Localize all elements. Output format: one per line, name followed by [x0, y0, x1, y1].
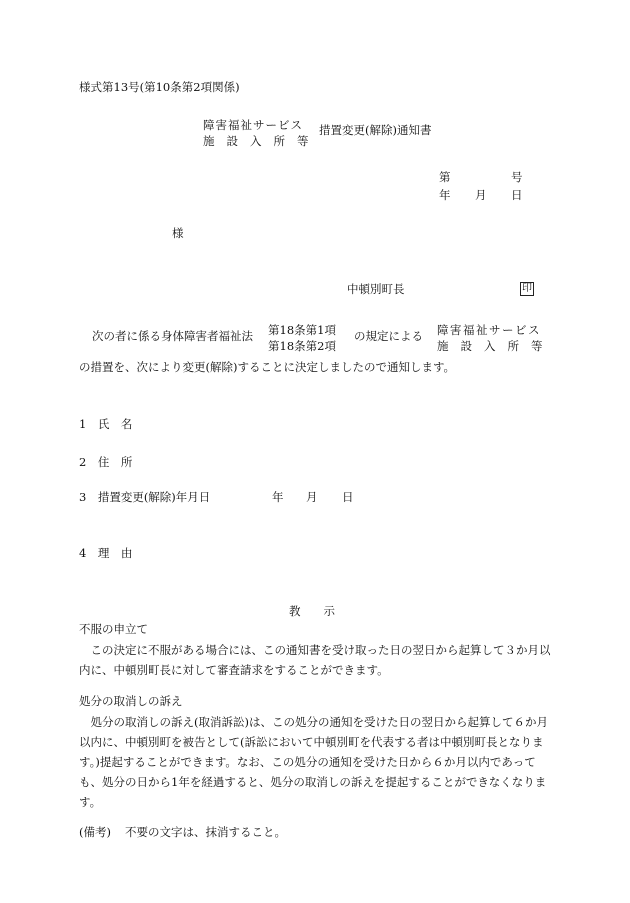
note-label: (備考)	[79, 825, 111, 839]
document-title: 措置変更(解除)通知書	[319, 123, 432, 137]
body-articles	[268, 322, 336, 354]
doc-number-go: 号	[511, 170, 523, 184]
addressee-suffix: 様	[172, 226, 184, 240]
instruction-heading: 教 示	[289, 604, 335, 618]
body-article-2: 第18条第2項	[268, 339, 336, 353]
item-date-hi: 日	[342, 490, 354, 504]
date-hi: 日	[511, 188, 523, 202]
objection-title: 不服の申立て	[79, 622, 148, 636]
title-facility-text1: 障害福祉サービス	[203, 118, 303, 132]
title-facility-line1	[203, 117, 303, 133]
item-date-nen: 年	[272, 490, 284, 504]
body-facility-stack	[437, 322, 555, 354]
item-address-label: 2 住 所	[79, 455, 133, 469]
doc-number-dai: 第	[439, 170, 451, 184]
item-reason-label: 4 理 由	[79, 546, 133, 560]
body-facility-line2: 施設入所等	[437, 339, 555, 353]
body-facility-line1: 障害福祉サービス	[437, 323, 541, 337]
objection-text: この決定に不服がある場合には、この通知書を受け取った日の翌日から起算して３か月以内に、中頓別町長に対して審査請求をすることができます。	[79, 643, 551, 677]
revocation-title: 処分の取消しの訴え	[79, 694, 183, 708]
body-middle: の規定による	[354, 329, 423, 343]
seal-mark: 印	[522, 283, 532, 294]
body-article-1: 第18条第1項	[268, 323, 336, 337]
item-name-label: 1 氏 名	[79, 417, 133, 431]
form-number: 様式第13号(第10条第2項関係)	[79, 80, 240, 94]
body-continuation: の措置を、次により変更(解除)することに決定しましたので通知します。	[79, 360, 456, 374]
revocation-text: 処分の取消しの訴え(取消訴訟)は、この処分の通知を受けた日の翌日から起算して６か月以内に、中頓別町を被告として(訴訟において中頓別町を代表する者は中頓別町長となります。)提起することができます。なお、この処分の通知を受けた日から６か月以内であっても、処分の日から1年を経過すると、処分の取消しの訴えを提起することができなくなります。	[79, 715, 548, 809]
title-facility-stack	[203, 117, 321, 149]
item-date-label: 3 措置変更(解除)年月日	[79, 490, 211, 504]
note-text: 不要の文字は、抹消すること。	[125, 825, 286, 839]
title-facility-line2: 施設入所等	[203, 134, 321, 148]
date-nen: 年	[439, 188, 451, 202]
item-date-tsuki: 月	[306, 490, 318, 504]
body-prefix: 次の者に係る身体障害者福祉法	[92, 329, 253, 343]
date-tsuki: 月	[475, 188, 487, 202]
sender-name: 中頓別町長	[347, 282, 405, 296]
